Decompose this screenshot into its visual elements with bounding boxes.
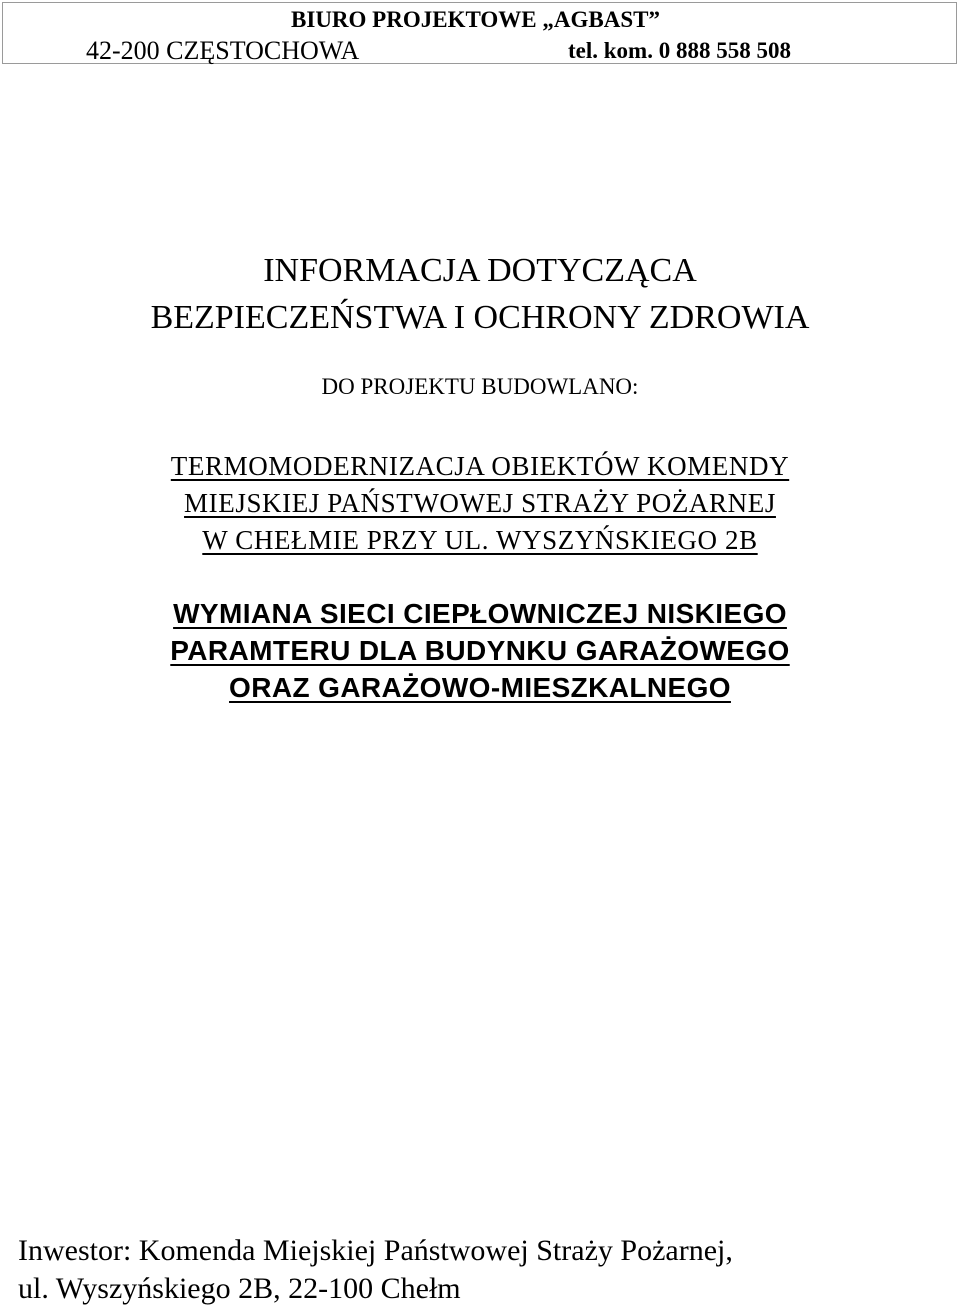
header-box [2, 2, 957, 64]
company-city: 42-200 CZĘSTOCHOWA [86, 36, 360, 65]
company-name: BIURO PROJEKTOWE „AGBAST” [291, 7, 660, 32]
document-subtitle: DO PROJEKTU BUDOWLANO: [321, 374, 639, 399]
project-name-line-1: TERMOMODERNIZACJA OBIEKTÓW KOMENDY [170, 451, 790, 481]
scope-line-3: ORAZ GARAŻOWO-MIESZKALNEGO [229, 672, 731, 703]
investor-line-1: Inwestor: Komenda Miejskiej Państwowej Straży Pożarnej, [18, 1234, 733, 1267]
investor-line-2: ul. Wyszyńskiego 2B, 22-100 Chełm [18, 1272, 461, 1305]
scope-line-2: PARAMTERU DLA BUDYNKU GARAŻOWEGO [170, 635, 790, 666]
project-name-line-2: MIEJSKIEJ PAŃSTWOWEJ STRAŻY POŻARNEJ [184, 488, 776, 518]
document-title-line-2: BEZPIECZEŃSTWA I OCHRONY ZDROWIA [150, 299, 810, 336]
company-phone: tel. kom. 0 888 558 508 [568, 38, 791, 63]
project-name-line-3: W CHEŁMIE PRZY UL. WYSZYŃSKIEGO 2B [202, 525, 758, 555]
scope-line-1: WYMIANA SIECI CIEPŁOWNICZEJ NISKIEGO [173, 598, 787, 629]
document-title-line-1: INFORMACJA DOTYCZĄCA [263, 252, 697, 289]
